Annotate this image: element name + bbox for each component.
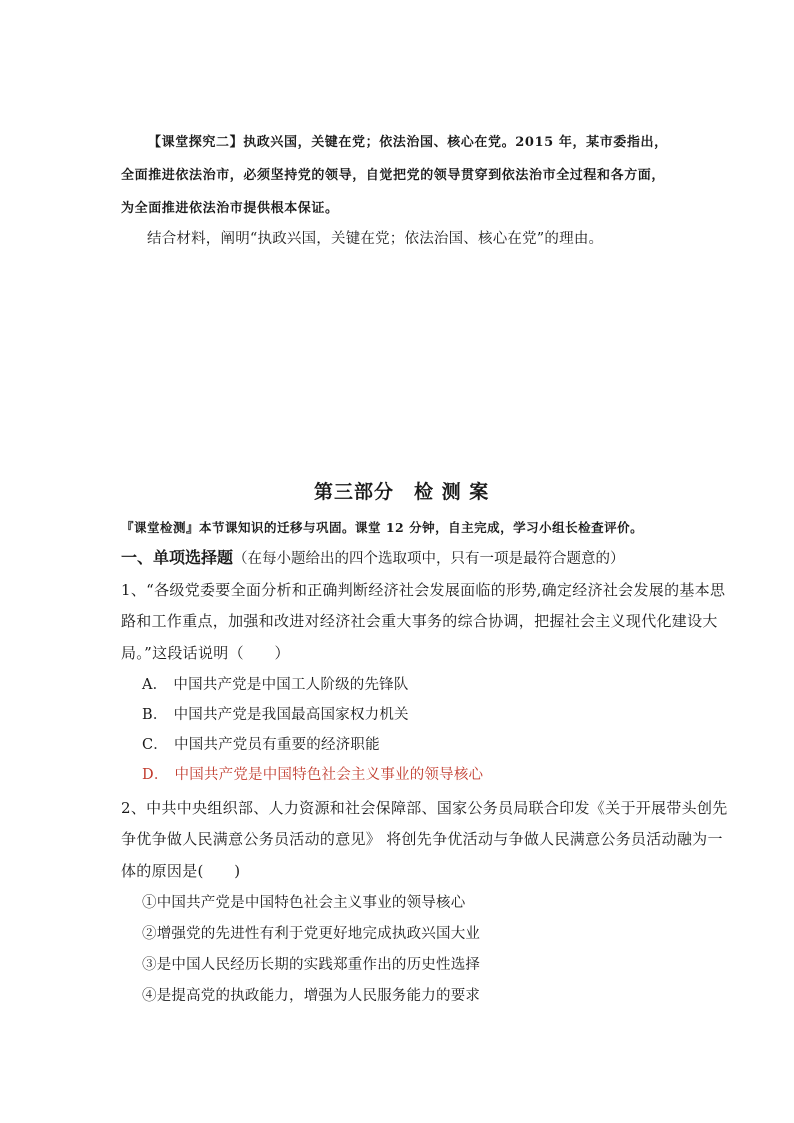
- q1-option-d[interactable]: [142, 768, 483, 783]
- option-text: 中国共产党是中国工人阶级的先锋队: [173, 677, 409, 693]
- q2-line-3: 体的原因是( ): [121, 862, 241, 880]
- q2-line-1: 2、中共中央组织部、人力资源和社会保障部、国家公务员局联合印发《关于开展带头创先: [121, 799, 728, 817]
- classroom-notice: 『课堂检测』本节课知识的迁移与巩固。课堂 12 分钟，自主完成，学习小组长检查评价。: [121, 520, 644, 535]
- option-text: 中国共产党是中国特色社会主义事业的领导核心: [174, 767, 484, 783]
- option-text: 中国共产党员有重要的经济职能: [174, 737, 380, 753]
- option-letter: D．: [142, 767, 169, 783]
- q1-option-b[interactable]: [142, 708, 409, 723]
- option-letter: B．: [142, 707, 168, 723]
- section-note: （在每小题给出的四个选取项中，只有一项是最符合题意的）: [233, 551, 625, 567]
- inquiry-prompt: 结合材料，阐明“执政兴国，关键在党；依法治国、核心在党”的理由。: [147, 231, 604, 247]
- page-title: 第三部分 检 测 案: [314, 481, 490, 503]
- inquiry-line-1: 【课堂探究二】执政兴国，关键在党；依法治国、核心在党。2015 年，某市委指出，: [148, 135, 668, 150]
- q1-option-a[interactable]: [142, 678, 409, 693]
- inquiry-line-3: 为全面推进依法治市提供根本保证。: [121, 201, 339, 216]
- q1-line-3: 局。”这段话说明（ ）: [121, 644, 290, 662]
- q1-line-1: 1、“各级党委要全面分析和正确判断经济社会发展面临的形势,确定经济社会发展的基本思: [121, 581, 726, 599]
- inquiry-line-2: 全面推进依法治市，必须坚持党的领导，自觉把党的领导贯穿到依法治市全过程和各方面，: [121, 168, 666, 183]
- q1-line-2: 路和工作重点，加强和改进对经济社会重大事务的综合协调，把握社会主义现代化建设大: [121, 612, 718, 630]
- option-letter: C．: [142, 737, 168, 753]
- q2-item-4: ④是提高党的执政能力，增强为人民服务能力的要求: [142, 988, 481, 1004]
- option-text: 中国共产党是我国最高国家权力机关: [173, 707, 409, 723]
- q2-item-3: ③是中国人民经历长期的实践郑重作出的历史性选择: [142, 957, 481, 973]
- q1-option-c[interactable]: [142, 738, 380, 753]
- q2-item-1: ①中国共产党是中国特色社会主义事业的领导核心: [142, 895, 466, 911]
- q2-item-2: ②增强党的先进性有利于党更好地完成执政兴国大业: [142, 926, 481, 942]
- section-heading-row: [121, 550, 625, 567]
- q2-line-2: 争优争做人民满意公务员活动的意见》 将创先争优活动与争做人民满意公务员活动融为一: [121, 830, 723, 848]
- section-heading: 一、单项选择题: [121, 548, 234, 567]
- option-letter: A．: [142, 677, 168, 693]
